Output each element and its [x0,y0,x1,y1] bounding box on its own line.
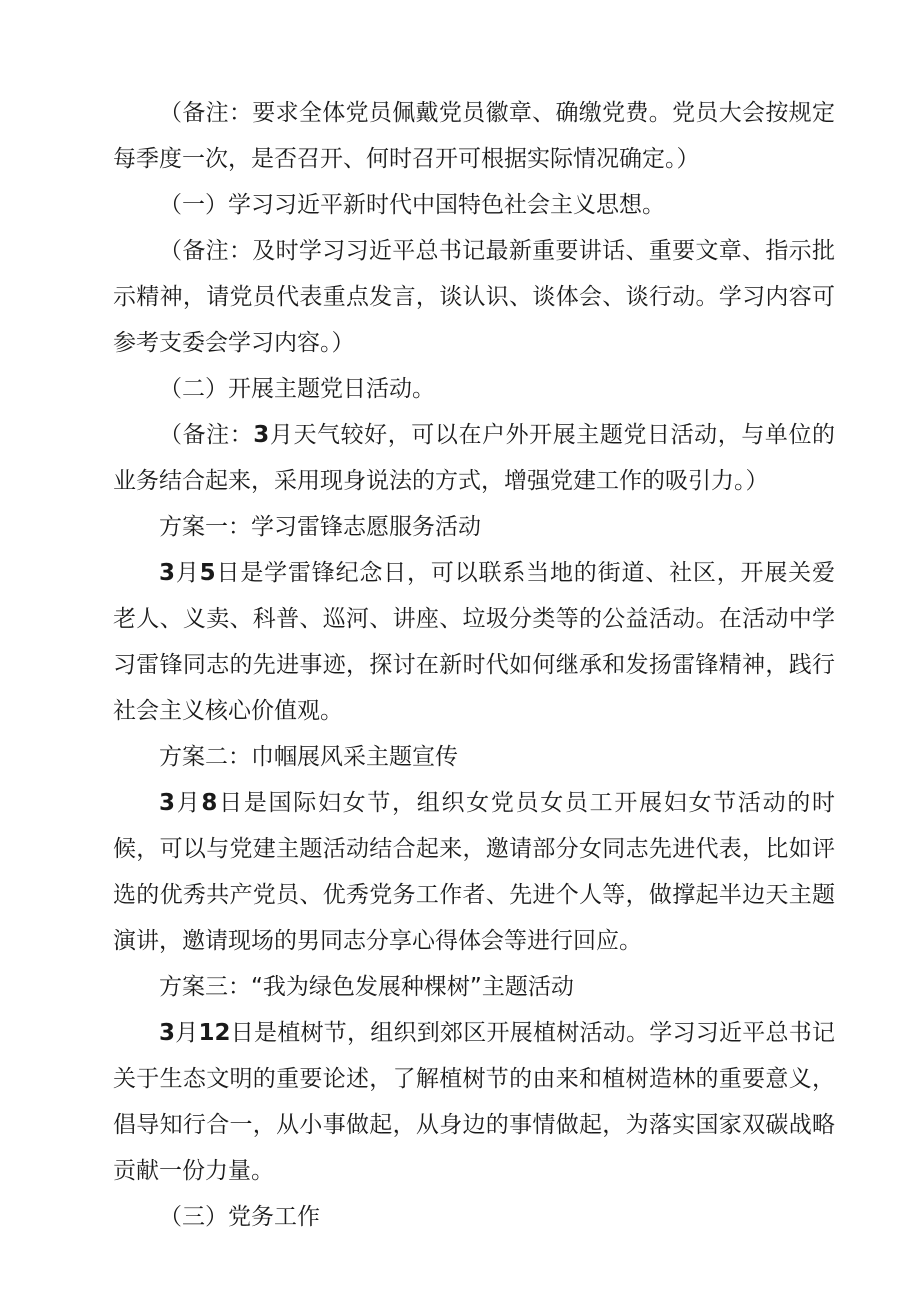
plan-one-day: 5 [199,560,216,586]
plan-two-month-char: 月 [175,790,202,816]
note-study: （备注：及时学习习近平总书记最新重要讲话、重要文章、指示批示精神，请党员代表重点发言，谈认识、谈体会、谈行动。学习内容可参考支委会学习内容。） [113,238,835,356]
section-heading-study: （一）学习习近平新时代中国特色社会主义思想。 [159,192,665,218]
plan-three-month: 3 [159,1020,176,1046]
plan-one-month-char: 月 [175,560,200,586]
plan-three-text: 日是植树节，组织到郊区开展植树活动。学习习近平总书记关于生态文明的重要论述，了解植树节的由来和植树造林的重要意义，倡导知行合一，从小事做起，从身边的事情做起，为落实国家双碳战略贡献一份力量。 [113,1020,836,1184]
note-party-day-number: 3 [253,422,270,448]
plan-one-text: 日是学雷锋纪念日，可以联系当地的街道、社区，开展关爱老人、义卖、科普、巡河、讲座、垃圾分类等的公益活动。在活动中学习雷锋同志的先进事迹，探讨在新时代如何继承和发扬雷锋精神，践行社会主义核心价值观。 [113,560,835,724]
section-heading-party-day: （二）开展主题党日活动。 [159,376,435,402]
plan-three-title: 方案三：“我为绿色发展种棵树”主题活动 [159,974,574,1000]
plan-three-body [113,1010,835,1194]
note-party-day-pre: （备注： [159,422,254,448]
section-heading-party-affairs: （三）党务工作 [159,1204,320,1230]
document-page [113,90,835,1240]
plan-two-title: 方案二：巾帼展风采主题宣传 [159,744,458,770]
plan-three-day: 12 [198,1020,231,1046]
plan-two-month: 3 [159,790,176,816]
plan-two-day: 8 [201,790,218,816]
plan-three-month-char: 月 [175,1020,199,1046]
plan-two-body [113,780,835,964]
plan-one-title: 方案一：学习雷锋志愿服务活动 [159,514,481,540]
note-party-day-post: 月天气较好，可以在户外开展主题党日活动，与单位的业务结合起来，采用现身说法的方式，增强党建工作的吸引力。） [113,422,836,494]
plan-one-body [113,550,835,734]
plan-two-text: 日是国际妇女节，组织女党员女员工开展妇女节活动的时候，可以与党建主题活动结合起来，邀请部分女同志先进代表，比如评选的优秀共产党员、优秀党务工作者、先进个人等，做撑起半边天主题演讲，邀请现场的男同志分享心得体会等进行回应。 [113,790,836,954]
note-party-day [113,412,835,504]
note-membership-fees: （备注：要求全体党员佩戴党员徽章、确缴党费。党员大会按规定每季度一次，是否召开、何时召开可根据实际情况确定。） [113,100,835,172]
plan-one-month: 3 [159,560,176,586]
